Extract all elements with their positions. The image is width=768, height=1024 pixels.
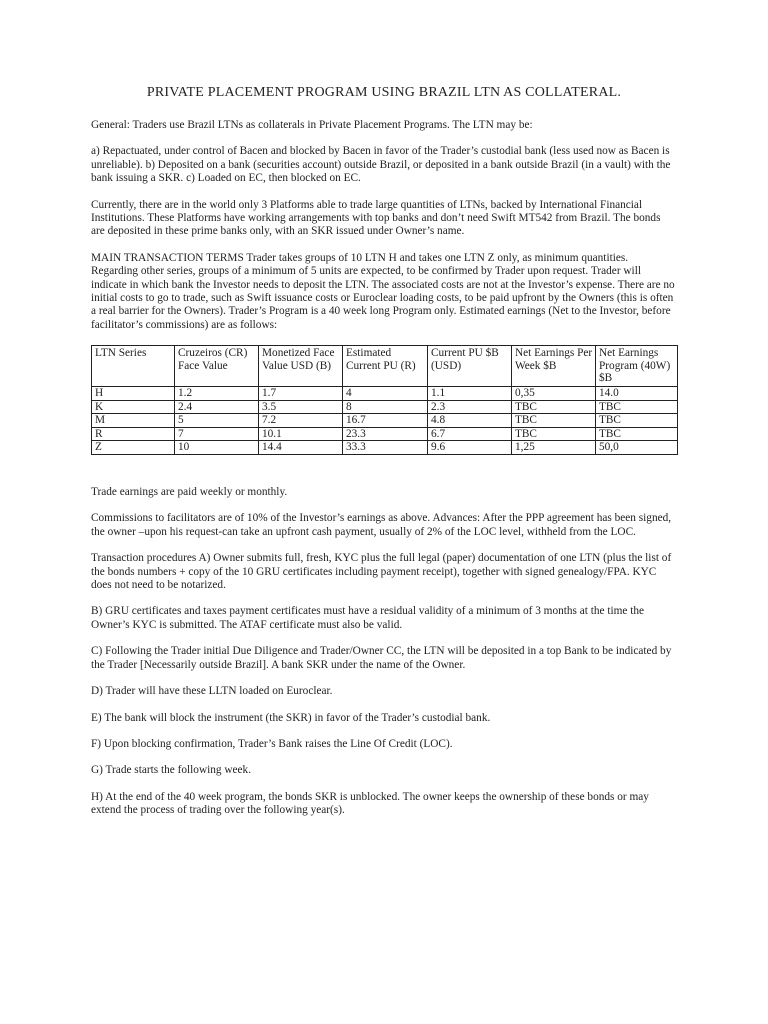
paragraph-procedure-c: C) Following the Trader initial Due Diligence and Trader/Owner CC, the LTN will be deposited in a top Bank to be indicated by the Trader [Necessarily outside Brazil]. A bank SKR under the name of the Owner. [91, 645, 672, 671]
table-row [92, 441, 678, 455]
table-cell: 1.1 [428, 387, 512, 401]
table-cell: TBC [512, 414, 596, 428]
paragraph-procedure-b: B) GRU certificates and taxes payment certificates must have a residual validity of a minimum of 3 months at the time the Owner’s KYC is submitted. The ATAF certificate must also be valid. [91, 605, 645, 631]
table-cell: 10.1 [259, 427, 343, 441]
table-cell: 4 [343, 387, 428, 401]
table-cell: TBC [596, 400, 678, 414]
table-cell: 6.7 [428, 427, 512, 441]
table-cell: R [92, 427, 175, 441]
paragraph-commissions: Commissions to facilitators are of 10% of the Investor’s earnings as above. Advances: After the PPP agreement has been signed, the owner –upon his request-can take an upfront cash payment, usually of 2% of the LOC level, withheld from the LOC. [91, 512, 672, 538]
table-cell: TBC [596, 427, 678, 441]
table-cell: 23.3 [343, 427, 428, 441]
table-cell: 14.4 [259, 441, 343, 455]
ltn-earnings-table [91, 345, 678, 455]
table-cell: 2.4 [175, 400, 259, 414]
table-cell: 2.3 [428, 400, 512, 414]
header-current-pu: Current PU $B (USD) [428, 346, 512, 387]
header-estimated-current-pu: Estimated Current PU (R) [343, 346, 428, 387]
table-row [92, 427, 678, 441]
table-cell: 16.7 [343, 414, 428, 428]
document-page [91, 84, 677, 831]
table-cell: 1,25 [512, 441, 596, 455]
table-cell: TBC [512, 400, 596, 414]
header-net-earnings-week: Net Earnings Per Week $B [512, 346, 596, 387]
paragraph-procedure-f: F) Upon blocking confirmation, Trader’s Bank raises the Line Of Credit (LOC). [91, 737, 453, 750]
table-cell: 9.6 [428, 441, 512, 455]
table-cell: TBC [596, 414, 678, 428]
table-cell: M [92, 414, 175, 428]
table-cell: 10 [175, 441, 259, 455]
table-cell: 1.7 [259, 387, 343, 401]
document-title: PRIVATE PLACEMENT PROGRAM USING BRAZIL LTN AS COLLATERAL. [146, 85, 622, 100]
table-cell: 50,0 [596, 441, 678, 455]
table-cell: 33.3 [343, 441, 428, 455]
paragraph-procedure-d: D) Trader will have these LLTN loaded on Euroclear. [91, 685, 333, 698]
paragraph-transaction-terms: MAIN TRANSACTION TERMS Trader takes groups of 10 LTN H and takes one LTN Z only, as minimum quantities. Regarding other series, groups of a minimum of 5 units are expected, to be confirmed by Trader upon request. Trader will indicate in which bank the Investor needs to deposit the LTN. The associated costs are not at the Investor’s expense. There are no initial costs to go to trade, such as Swift issuance costs or Euroclear loading costs, to be paid upfront by the Owners (this is often a real barrier for the Owners). Trader’s Program is a 40 week long Program only. Estimated earnings (Net to the Investor, before facilitator’s commissions) are as follows: [91, 251, 675, 331]
table-cell: K [92, 400, 175, 414]
table-row [92, 414, 678, 428]
header-monetized-face-value: Monetized Face Value USD (B) [259, 346, 343, 387]
paragraph-procedure-h: H) At the end of the 40 week program, the bonds SKR is unblocked. The owner keeps the ownership of these bonds or may extend the process of trading over the following year(s). [91, 790, 649, 817]
table-cell: 3.5 [259, 400, 343, 414]
table-cell: 5 [175, 414, 259, 428]
header-ltn-series: LTN Series [92, 346, 175, 387]
table-row [92, 400, 678, 414]
table-cell: 7 [175, 427, 259, 441]
paragraph-procedure-a: Transaction procedures A) Owner submits full, fresh, KYC plus the full legal (paper) documentation of one LTN (plus the list of the bonds numbers + copy of the 10 GRU certificates including payment receipt), together with signed genealogy/FPA. KYC does not need to be notarized. [91, 552, 672, 592]
paragraph-general: General: Traders use Brazil LTNs as collaterals in Private Placement Programs. The LTN may be: [91, 119, 533, 131]
header-net-earnings-program: Net Earnings Program (40W) $B [596, 346, 678, 387]
table-cell: 1.2 [175, 387, 259, 401]
paragraph-options: a) Repactuated, under control of Bacen and blocked by Bacen in favor of the Trader’s custodial bank (less used now as Bacen is unreliable). b) Deposited on a bank (securities account) outside Brazil, or deposited in a bank outside Brazil (in a vault) with the bank issuing a SKR. c) Loaded on EC, then blocked on EC. [91, 145, 671, 185]
table-cell: 7.2 [259, 414, 343, 428]
header-cruzeiros-face-value: Cruzeiros (CR) Face Value [175, 346, 259, 387]
paragraph-platforms: Currently, there are in the world only 3 Platforms able to trade large quantities of LTNs, backed by International Financial Institutions. These Platforms have working arrangements with top banks and don’t need Swift MT542 from Brazil. The bonds are deposited in these prime banks only, with an SKR issued under Owner’s name. [91, 198, 661, 238]
table-cell: Z [92, 441, 175, 455]
table-cell: 14.0 [596, 387, 678, 401]
table-cell: 4.8 [428, 414, 512, 428]
table-cell: 0,35 [512, 387, 596, 401]
table-header-row [92, 346, 678, 387]
paragraph-procedure-e: E) The bank will block the instrument (the SKR) in favor of the Trader’s custodial bank. [91, 711, 491, 724]
table-cell: H [92, 387, 175, 401]
table-cell: TBC [512, 427, 596, 441]
table-row [92, 387, 678, 401]
table-cell: 8 [343, 400, 428, 414]
paragraph-procedure-g: G) Trade starts the following week. [91, 764, 252, 777]
paragraph-trade-earnings: Trade earnings are paid weekly or monthly. [91, 486, 288, 499]
